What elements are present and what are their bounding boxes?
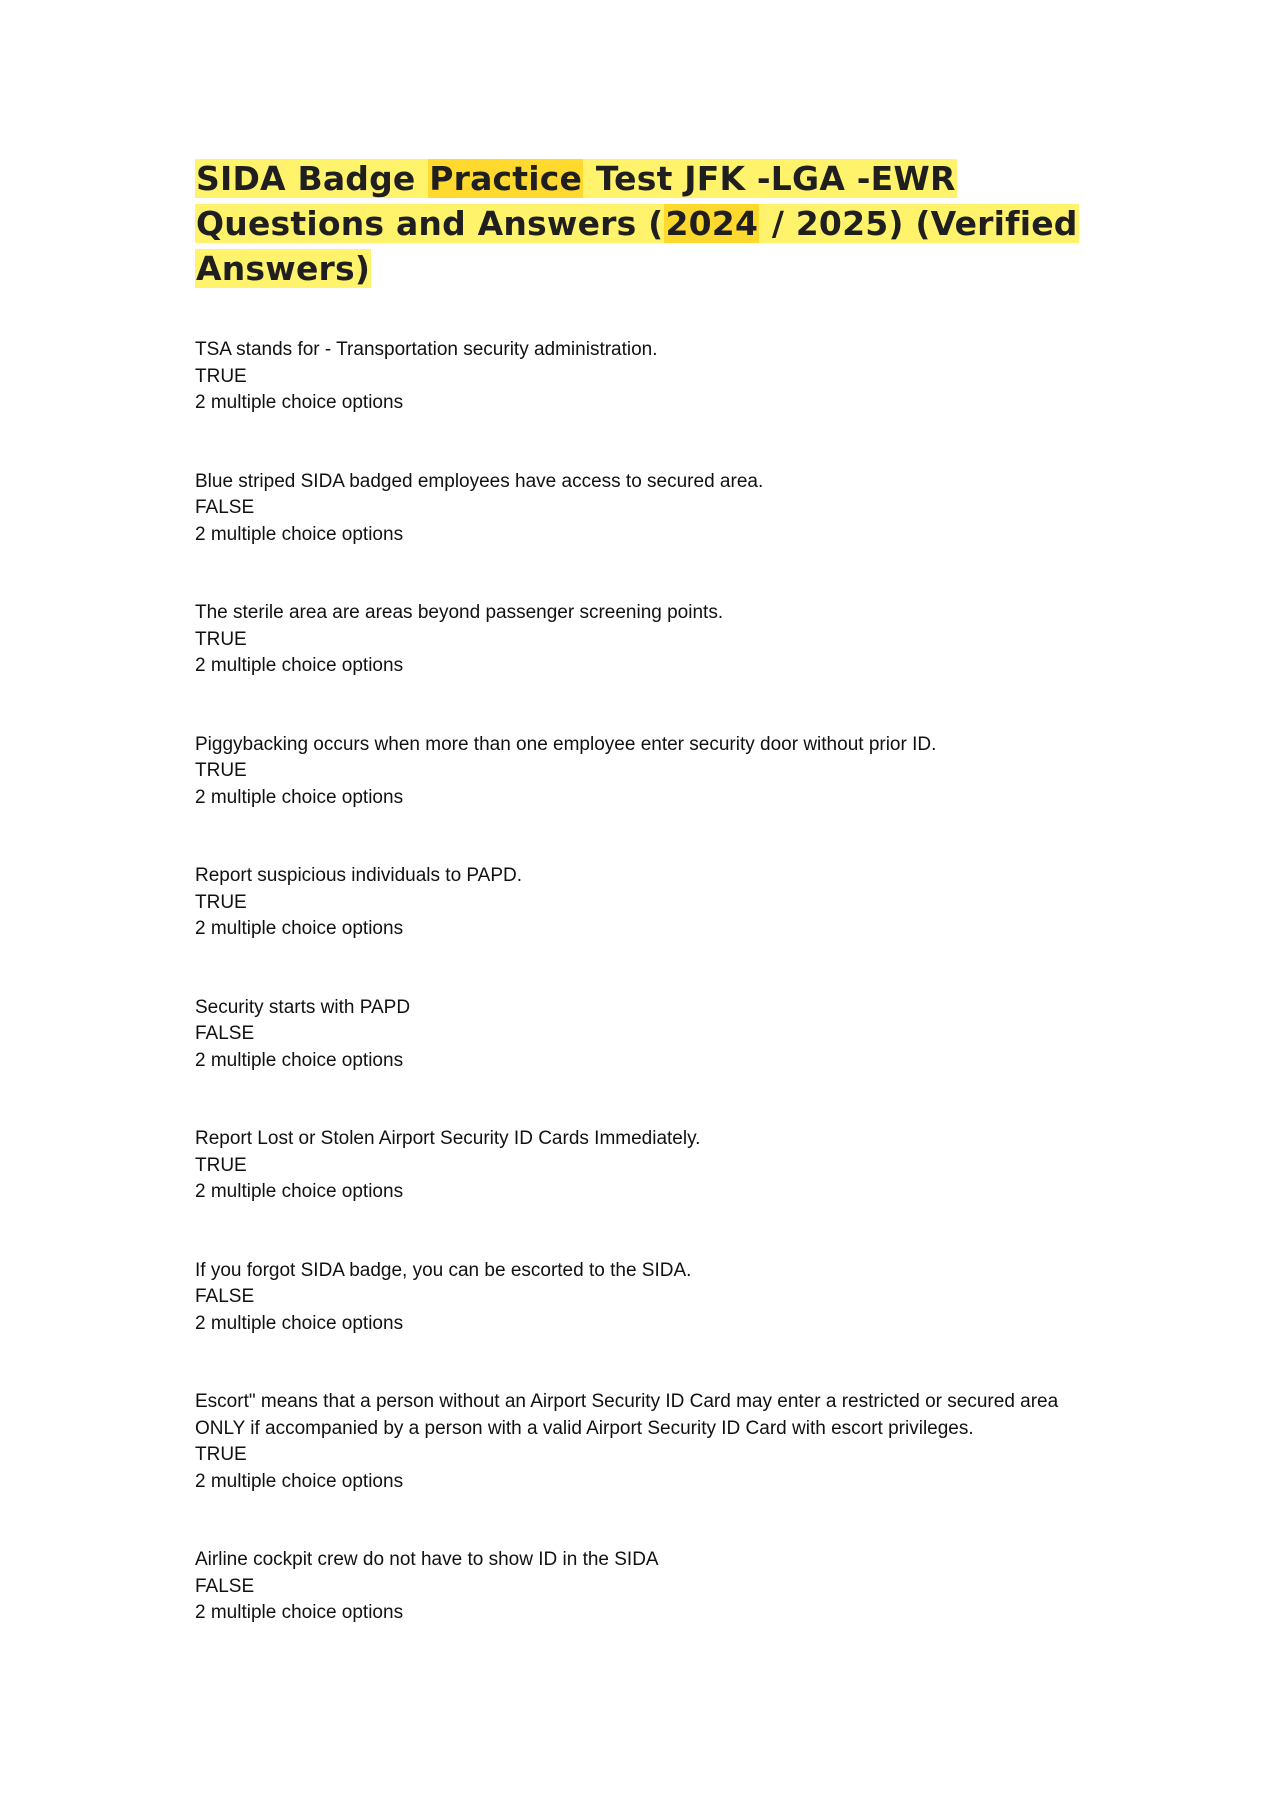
options-count-text: 2 multiple choice options [195, 1470, 404, 1492]
question-text: Piggybacking occurs when more than one employee enter security door without prior ID. [195, 733, 937, 755]
qa-item-9 [195, 1389, 1095, 1495]
answer-text: FALSE [195, 1286, 255, 1307]
answer-text: TRUE [195, 1154, 247, 1176]
document-page [195, 156, 1095, 1679]
question-text: If you forgot SIDA badge, you can be escorted to the SIDA. [195, 1259, 692, 1281]
question-text: Report suspicious individuals to PAPD. [195, 865, 523, 886]
options-count-text: 2 multiple choice options [195, 1181, 404, 1202]
title-part-5: / 2025) (Verified Answers) [196, 204, 1078, 288]
title-part-2: Practice [429, 159, 583, 198]
qa-item-8 [195, 1258, 1095, 1338]
document-title [195, 156, 1095, 291]
answer-text: TRUE [195, 628, 247, 650]
answer-text: TRUE [195, 1444, 247, 1465]
answer-text: TRUE [195, 365, 247, 387]
answer-text: FALSE [195, 1023, 255, 1044]
qa-item-1 [195, 337, 1095, 417]
question-text: Security starts with PAPD [195, 996, 411, 1018]
qa-item-4 [195, 732, 1095, 812]
question-text: Report Lost or Stolen Airport Security ID Cards Immediately. [195, 1128, 701, 1149]
options-count-text: 2 multiple choice options [195, 1602, 404, 1623]
options-count-text: 2 multiple choice options [195, 523, 404, 545]
answer-text: TRUE [195, 891, 247, 913]
qa-item-7 [195, 1126, 1095, 1206]
options-count-text: 2 multiple choice options [195, 1049, 404, 1071]
question-text: The sterile area are areas beyond passenger screening points. [195, 602, 724, 623]
question-text: Airline cockpit crew do not have to show ID in the SIDA [195, 1549, 659, 1570]
qa-item-2 [195, 469, 1095, 549]
options-count-text: 2 multiple choice options [195, 918, 404, 939]
options-count-text: 2 multiple choice options [195, 392, 404, 413]
options-count-text: 2 multiple choice options [195, 655, 404, 676]
answer-text: FALSE [195, 497, 255, 518]
question-text: TSA stands for - Transportation security administration. [195, 339, 658, 360]
qa-item-3 [195, 600, 1095, 680]
answer-text: FALSE [195, 1575, 255, 1597]
question-text: Escort" means that a person without an Airport Security ID Card may enter a restricted or secured area ONLY if accompanied by a person with a valid Airport Security ID Card with escort privileges. [195, 1391, 1059, 1439]
title-part-4: 2024 [665, 204, 759, 243]
qa-item-10 [195, 1547, 1095, 1627]
options-count-text: 2 multiple choice options [195, 1312, 404, 1334]
qa-item-5 [195, 863, 1095, 943]
question-list [195, 337, 1095, 1627]
answer-text: TRUE [195, 760, 247, 781]
qa-item-6 [195, 995, 1095, 1075]
options-count-text: 2 multiple choice options [195, 786, 404, 808]
title-part-3: Test JFK -LGA -EWR Questions and Answers ( [196, 159, 956, 243]
title-part-1: SIDA Badge [196, 159, 428, 198]
question-text: Blue striped SIDA badged employees have access to secured area. [195, 470, 764, 492]
